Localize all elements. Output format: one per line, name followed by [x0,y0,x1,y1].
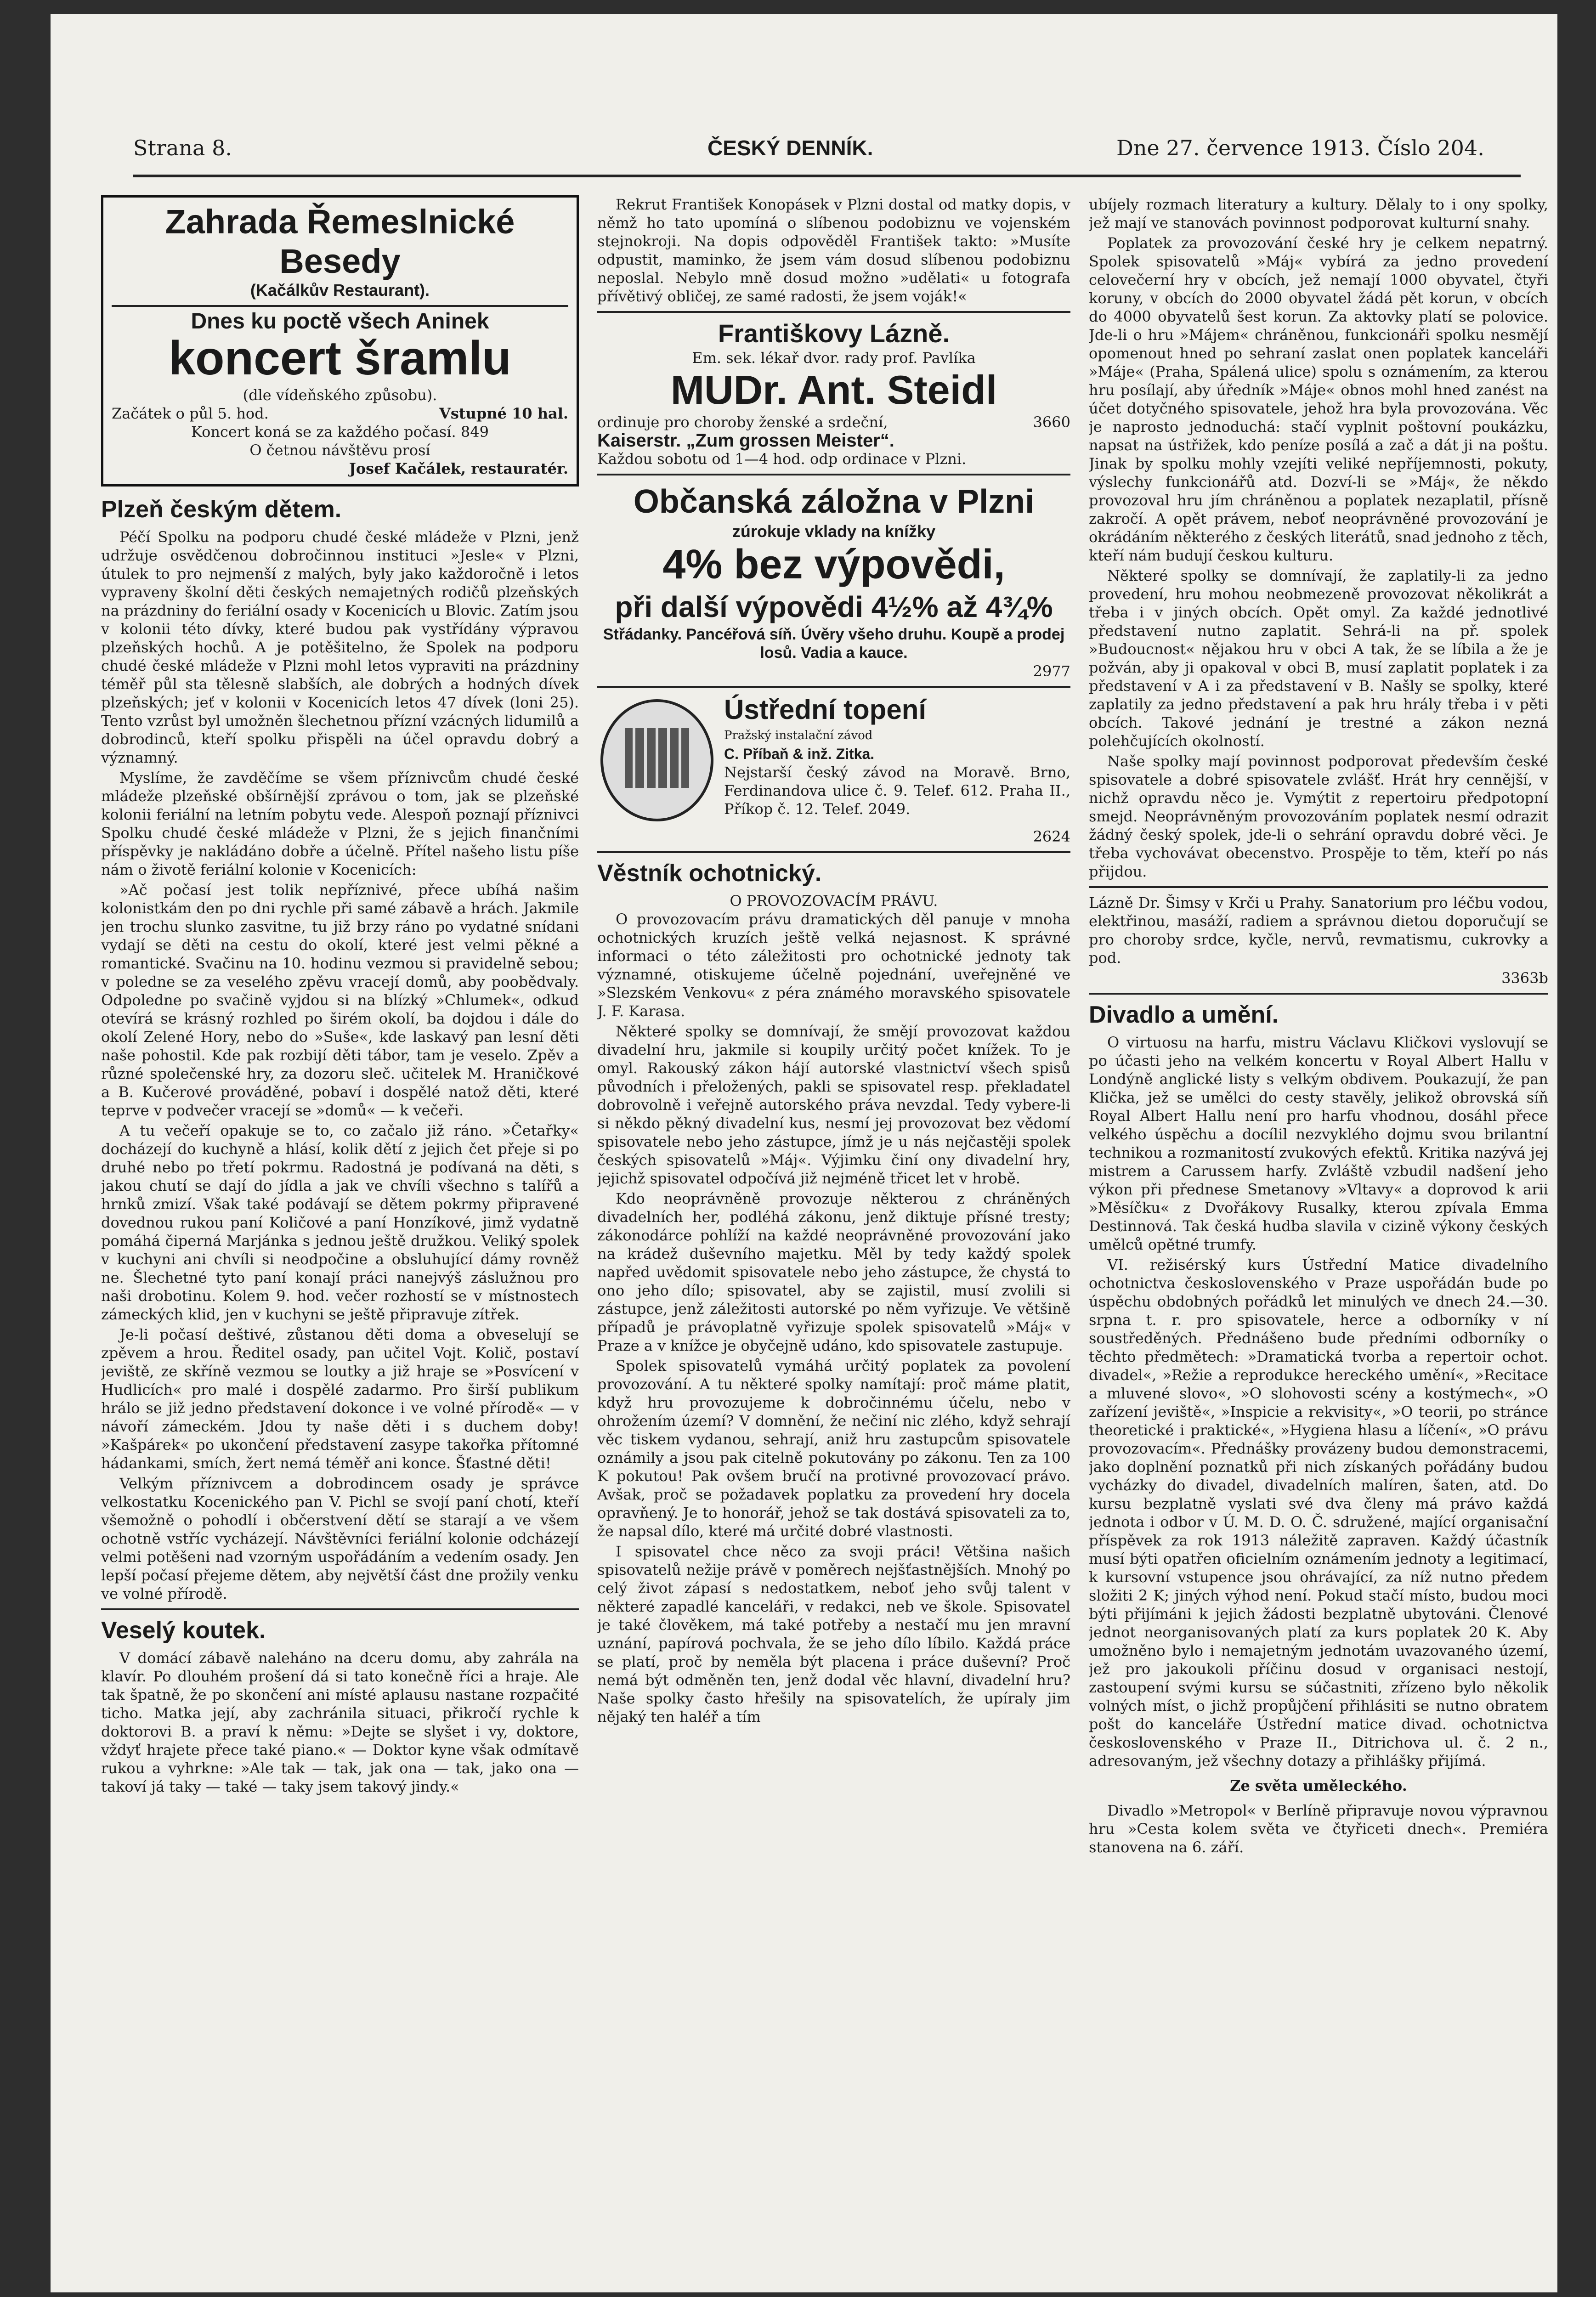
paragraph: VI. režisérský kurs Ústřední Matice divadelního ochotnictva československého v Praze uspořádán bude po úspěchu obdobných pořádků let minulých ve dnech 24.—30. srpna t. r. pro spisovatele, herce a odborníky v ní soustředěných. Přednášeno bude předními odborníky o těchto předmětech: »Dramatická tvorba a repertoir ochot. divadel«, »Režie a reprodukce hereckého umění«, »Recitace a mluvené slovo«, »O slohovosti scény a kostýmech«, »O zařízení jeviště«, »Inspicie a rekvisity«, »O teorii, po stránce theoretické i praktické«, »Hygiena hlasu a líčení«, »O právu provozovacím«. Přednášky provázeny budou demonstracemi, jako doplnění poznatků při nich získaných pořádány budou vycházky do divadel, divadelních malíren, šaten, atd. Do kursu bezplatně vyslati své dva členy má právo každá jednota i odbor v Ú. M. D. O. Č. sdružené, mající organisační příspěvek za rok 1913 náležitě zapraven. Každý účastník musí býti opatřen oficielním oznámením jednoty a legitimací, k kursovní vstupence jsou ohrávající, za níž nutno předem složiti 2 K; jiných výhod není. Pokud stačí místo, budou moci býti přijímáni k jejich žádosti bezplatně ubytováni. Členové jednot neorganisovaných platí za kurs poplatek 20 K. Aby umožněno bylo i nemajetným jednotám uvazovaného území, jež pro jakoukoli příčinu dosud v organisaci nestojí, zastoupení svými kursu se súčastniti, zřízeno bylo několik volných míst, o jichž propůjčení přihlásiti se nutno obratem pošt do kanceláře Ústřední matice divad. ochotnictva československého v Praze II., Ditrichova ul. č. 2 n., adresovaným, jež všechny dotazy a přihlášky přijímá. [1089,1256,1548,1770]
ad-row [112,404,568,423]
divider [101,1608,579,1610]
masthead: ČESKÝ DENNÍK. [707,136,873,160]
paragraph: V domácí zábavě naleháno na dceru domu, aby zahrála na klavír. Po dlouhém prošení dá si tato konečně říci a hraje. Ale tak špatně, že po skončení ani místé aplausu nastane rozpačité ticho. Matka její, aby zachránila situaci, přikročí rychle k doktorovi B. a praví k němu: »Dejte se slyšet i vy, doktore, vždyť hrajete přece také piano.« — Doktor kyne však odmítavě rukou a vyhrkne: »Ale tak — tak, jak ona — tak, jako ona — takoví já taky — také — taky jsem takový jindy.« [101,1649,579,1795]
divider [112,305,568,307]
page-number: Strana 8. [133,136,232,160]
newspaper-page [51,14,1557,2292]
column-3 [1089,195,1548,2249]
paragraph: A tu večeří opakuje se to, co začalo již ráno. »Četařky« docházejí do kuchyně a hlásí, kolik dětí z jejich čet přeje si po druhé nebo po třetí pokrmu. Radostná je podívaná na děti, s jakou chutí se dají do jídla a jak ve chvíli všechno s talířů a hrnků zmizí. Však také podávají se dětem pokrmy připravené dovednou rukou paní Količové a paní Honzíkové, jimž vydatně pomáhá čiperná Marjánka s jednou ještě družkou. Veliký spolek v kuchyni ani chvíli si neodpočine a obsluhující dámy rovněž ne. Šlechetné tyto paní konají práci nanejvýš záslužnou pro naši drobotinu. Kolem 9. hod. večer rozhostí se v místnostech zámeckých klid, jen v kuchyni se ještě připravuje zítřek. [101,1122,579,1323]
ad-entry: Vstupné 10 hal. [439,405,568,422]
ad-bank-title: Občanská záložna v Plzni [633,483,1035,520]
ad-firm: C. Příbaň & inž. Zitka. [724,746,875,762]
divider [597,311,1070,313]
ad-hours: Každou sobotu od 1—4 hod. odp ordinace v Plzni. [597,450,967,468]
paragraph: Kdo neoprávněně provozuje některou z chráněných divadelních her, podléhá zákonu, jenž diktuje přísné tresty; zákonodárce pohlíží na každé neoprávněné provozování jako na krádež duševního majetku. Měl by tedy každý spolek napřed uvědomit spisovatele nebo jeho zástupce, že chystá to ono jeho dílo; spisovatel, aby se zajistil, musí zvolili si zástupce, jenž záležitosti autorské po něm vyřizuje. Ve většině případů je právoplatně vyřizuje spolek spisovatelů »Máj« v Praze a v knížce je obyčejně udáno, kdo spisovatele zastupuje. [597,1190,1070,1354]
ad-line: zúrokuje vklady na knížky [732,522,936,541]
paragraph: Poplatek za provozování české hry je celkem nepatrný. Spolek spisovatelů »Máj« vybírá za jedno provedení celovečerní hry v obcích, jež nemají 1000 obyvatel, čtyři koruny, v obcích do 2000 obyvatel žádá pět korun, v obcích do 4000 obyvatelů šest korun. Za aktovky platí se polovice. Jde-li o hru »Májem« chráněnou, funkcionáři spolku nesmějí opomenout hned po sehraní zaslat onen poplatek kanceláři »Máje« (Praha, Spálená ulice) spolu s oznámením, za kterou hru posílají, aby úředník »Máje« obnos mohl hned zanést na účet dotyčného spisovatele, jehož hra byla provozována. Věc je naprosto jednoduchá: stačí vyplnit poštovní poukázku, napsat na ústřižek, kdo peníze posílá a zač a dát ji na poštu. Jinak by spolku mohly vzejíti veliké nepříjemnosti, pokuty, výslechy funkcionářů atd. Dozví-li se »Máj«, že někdo provozoval hru jím chráněnou a poplatek nezaplatil, přísně zakročí. A opět právem, neboť neoprávněné provozování je okrádáním některého z českých literátů, snad jednoho z těch, kteří nám budují českou kulturu. [1089,234,1548,564]
ad-title: Zahrada Řemeslnické Besedy [165,203,515,280]
ad-start: Začátek o půl 5. hod. [112,405,269,422]
ad-num: 2624 [1033,828,1070,845]
column-2 [597,195,1070,2249]
ad-doctor: MUDr. Ant. Steidl [670,367,997,413]
paragraph: Některé spolky se domnívají, že zaplatily-li za jedno provedení, hru mohou neobmezeně provozovat několikrát a třeba i v jiných obcích. Opět omyl. Za každé jednotlivé představení nutno zaplatit. Sehrá-li na př. spolek »Budoucnost« nějakou hru v obci A tak, že se líbila a že je požván, aby ji opakoval v obci B, musí zaplatit poplatek i za představení v A i za představení v B. Našly se spolky, které zaplatily za jedno představení a pak hru hrály třeba i v pěti obcích. Takové jednání je trestné a zákon nezná polehčujících okolností. [1089,567,1548,750]
issue-date: Dne 27. července 1913. Číslo 204. [1116,136,1484,160]
section-subtitle: O PROVOZOVACÍM PRÁVU. [730,892,938,910]
section-title: Veselý koutek. [101,1617,266,1644]
ad-rate2: při další výpovědi 4½% až 4¾% [615,590,1053,623]
divider [1089,993,1548,995]
divider [597,686,1070,688]
divider [597,474,1070,475]
ad-rate: 4% bez výpovědi, [662,542,1005,588]
ad-line: ordinuje pro choroby ženské a srdeční, [597,413,888,431]
paragraph: Naše spolky mají povinnost podporovat především české spisovatele a dobré spisovatele zvlášť. Hrát hry cennější, v nichž opravdu něco je. Vymýtit z repertoiru předpotopní smejd. Neoprávněným provozováním poplatek nesmí odrazit žádný český spolek, jde-li o sehrání opravdu dobré věci. Je třeba vychovávat obecenstvo. Prospěje to těm, kteří po nás přijdou. [1089,752,1548,880]
ad-heating-title: Ústřední topení [724,694,927,725]
ad-invite: O četnou návštěvu prosí [249,441,430,459]
ad-weather: Koncert koná se za každého počasí. [191,423,456,441]
section-title: Plzeň českým dětem. [101,496,342,523]
ad-row [597,413,1070,431]
ad-line: Dnes ku poctě všech Aninek [191,309,489,334]
ad-weather-row [112,423,568,441]
ad-num: 849 [460,423,489,441]
ad-place: Františkovy Lázně. [718,319,950,348]
header-rule [133,175,1521,177]
ad-num: 2977 [1033,662,1070,680]
paragraph: »Ač počasí jest tolik nepříznivé, přece ubíhá našim kolonistkám den po dni rychle při samé zábavě a hrách. Jakmile jen trochu slunko zasvitne, tu již brzy ráno po vydatné snídani vydají se děti na cestu do okolí, které jest velmi pěkné a romantické. Svačinu na 10. hodinu vezmou si pravidelně sebou; v poledne se za veselého zpěvu vracejí domů, aby poobědvaly. Odpoledne po svačině vyjdou si na blízký »Chlumek«, odkud otevírá se krásný rozhled po širém okolí, ba dojdou i dále do okolí Zelené Hory, nebo do »Suše«, kde laskavý pan lesní děti naše pohostil. Kde pak rozbijí děti tábor, tam je veselo. Zpěv a různé společenské hry, za dozoru sleč. učitelek M. Hraničkové a B. Kučerové prováděné, pobaví i dospělé natož děti, které teprve v podvečer vracejí se »domů« — k večeři. [101,881,579,1119]
paragraph: O virtuosu na harfu, mistru Václavu Kličkovi vyslovují se po účasti jeho na velkém koncertu v Royal Albert Hallu v Londýně anglické listy s velkým obdivem. Poukazují, že pan Klička, jež se umělci do cesty stavěly, jelikož obrovská síň Royal Albert Hallu není pro harfu vhodnou, dosáhl přece velkého úspěchu a docílil nezvyklého dojmu svou brilantní technikou a rozmanitostí zvukových efektů. Kritika nazývá jej mistrem a Carussem harfy. Zvláště vzbudil nadšení jeho výkon při přednese Smetanovy »Vltavy« a doprovod k arii »Měsíčku« z Dvořákovy Rusalky, kterou zpívala Emma Destinnová. Tak česká hudba slavila v cizině výkony českých umělců opětné trumfy. [1089,1034,1548,1253]
paragraph: O provozovacím právu dramatických děl panuje v mnoha ochotnických kruzích ještě velká nejasnost. K správné informaci o této záležitosti pro ochotnické jednoty tak významné, otiskujeme účelně pojednání, uveřejněné ve »Slezském Venkovu« z péra známého moravského spisovatele J. F. Karasa. [597,911,1070,1020]
paragraph: Péčí Spolku na podporu chudé české mládeže v Plzni, jenž udržuje osvědčenou dobročinnou instituci »Jesle« v Plzni, útulek to pro nejmenší z malých, byly jako každoročně i letos vypraveny školní děti českých nemajetných rodičů plzeňských na prázdniny do feriální osady v Kocenicích u Blovic. Zatím jsou v kolonii této dívky, které budou pak vystřídány výpravou plzeňských hochů. A je potěšitelno, že Spolek na podporu chudé české mládeže v Plzni mohl letos vypraviti na prázdniny téměř půl sta tělesně slabších, ale dobrých a hodných dívek plzeňských; jeť v kolonii v Kocenicích letos 47 dívek (loni 25). Tento vzrůst byl umožněn šlechetnou přízní vzácných lidumilů a dobrodinců, kteří spolku přispěli na účel opravdu dobrý a významný. [101,528,579,766]
ad-num: 3660 [1033,413,1070,431]
paragraph: Spolek spisovatelů vymáhá určitý poplatek za povolení provozování. A tu některé spolky namítají: proč máme platit, když hru provozujeme k dobročinnému účelu, nebo v ohrožením území? V domnění, že nečiní nic zlého, když sehrají věc tiskem vydanou, sehrají, aniž hru zastupcům spisovatele oznámily a jsou pak citelně pokutovány po zákonu. Ten za 100 K pokutou! Pak ovšem bručí na protivné provozovací právo. Avšak, proč se požadavek poplatku za provedení hry docela opravňený. Je to honorář, jehož se tak dostává spisovateli za to, že napsal dílo, které má určité dobré vlastnosti. [597,1357,1070,1540]
ad-num: 3363b [1501,969,1548,987]
paragraph: Myslíme, že zavděčíme se všem příznivcům chudé české mládeže plzeňské obšírnější zprávou o tom, jak se plzeňské kolonii feriální na letním pobytu vede. Alespoň poznají příznivci Spolku chudé české mládeže v Plzni, že s jejich finančními příspěvky je nakládáno dobře a účelně. Přítel našeho listu píše nám o životě feriální kolonie v Kocenicích: [101,769,579,878]
section-title: Věstník ochotnický. [597,860,822,887]
section-title: Divadlo a umění. [1089,1001,1279,1028]
paragraph: Některé spolky se domnívají, že smějí provozovat každou divadelní hru, jakmile si koupily určitý počet knížek. To je omyl. Rakouský zákon hájí autorské vlastnictví všech spisů původních i přeložených, pakli se spisovatel resp. překladatel dobrovolně i veřejně autorského práva nevzdal. Tedy vybere-li si někdo pěkný divadelní kus, nesmí jej provozovat bez vědomí spisovatele nebo jeho zástupce, jímž je u nás nejčastěji spolek českých spisovatelů »Máj«. Výjimku činí ony divadelní hry, jejichž spisovatel odpočívá již nejméně třicet let v hrobě. [597,1023,1070,1187]
ad-concert: koncert šramlu [169,332,511,385]
ad-manner: (dle vídeňského způsobu). [243,386,437,404]
divider [1089,886,1548,888]
divider [597,851,1070,853]
radiator-icon [597,696,717,825]
ad-line: Em. sek. lékař dvor. rady prof. Pavlíka [692,349,976,367]
paragraph: Rekrut František Konopásek v Plzni dostal od matky dopis, v němž ho tato upomíná o slíbenou podobiznu ve vojenském stejnokroji. Na dopis odpověděl František takto: »Musíte odpustit, maminko, že jsem vám dosud slíbenou podobiznu neposlal. Nebylo mně dosud možno »udělati« u fotografa přívětivý obličej, ze samé radosti, že jsem voják!« [597,196,1070,305]
paragraph: Je-li počasí deštivé, zůstanou děti doma a obveselují se zpěvem a hrou. Ředitel osady, pan učitel Vojt. Količ, postaví jeviště, ze skříně vezmou se loutky a již hraje se »Posvícení v Hudlicích« pro malé i dospělé zadarmo. Pro širší publikum hrálo se již jedno představení dokonce i ve volné přírodě« — v návoří zámeckém. Jdou ty naše děti i s duchem doby! »Kašpárek« po ukončení představení zasype takořka přítomné hádankami, smích, žert nemá téměř ani konce. Šťastné děti! [101,1326,579,1472]
ad-line: Pražský instalační závod [724,729,873,742]
paragraph: I spisovatel chce něco za svoji práci! Většina našich spisovatelů nežije právě v poměrech nejšťastnějších. Mnohý po celý život zápasí s nedostatkem, neboť jeho svůj talent v některé zapadlé kanceláři, v redakci, neb ve škole. Spisovatel je také člověkem, má také potřeby a nestačí mu jen mravní uznání, papírová pochvala, že se jeho dílo líbilo. Každá práce se platí, proč by neměla být placena i práce duševní? Proč nemá být odměněn ten, jenž dodal věc hlavní, divadelní hru? Naše spolky často hřešily na spisovatelích, že upíraly jim nějaký ten haléř a tím [597,1543,1070,1726]
subsection-title: Ze světa uměleckého. [1230,1777,1407,1794]
ad-subtitle: (Kačálkův Restaurant). [250,281,430,300]
paragraph: ubíjely rozmach literatury a kultury. Dělaly to i ony spolky, jež mají ve stanovách povinnost podporovat kulturní snahy. [1089,196,1548,232]
ad-address: Kaiserstr. „Zum grossen Meister“. [597,430,894,451]
ad-text: Nejstarší český závod na Moravě. Brno, Ferdinandova ulice č. 9. Telef. 612. Praha II., Příkop č. 12. Telef. 2049. [724,764,1070,818]
ad-services: Střádanky. Pancéřová síň. Úvěry všeho druhu. Koupě a prodej losů. Vadia a kauce. [603,626,1065,662]
paragraph: Divadlo »Metropol« v Berlíně připravuje novou výpravnou hru »Cesta kolem světa ve čtyřiceti dnech«. Premiéra stanovena na 6. září. [1089,1802,1548,1856]
ad-owner: Josef Kačálek, restauratér. [349,460,568,477]
ad-zahrada [101,195,579,487]
paragraph: Velkým příznivcem a dobrodincem osady je správce velkostatku Kocenického pan V. Pichl se svojí paní chotí, kteří všemožně o pohodlí i občerstvení dětí se starají a ve všem ochotně vstříc vycházejí. Návštěvníci feriální kolonie odcházejí velmi potěšeni nad vzorným uspořádáním a vedením osady. Jen lepší počasí přejeme dětem, aby největší část dne prožily venku ve volné přírodě. [101,1475,579,1602]
ad-spa: Lázně Dr. Šimsy v Krči u Prahy. Sanatorium pro léčbu vodou, elektřinou, masáží, radiem a správnou dietou doporučují se pro choroby srdce, kyčle, nervů, revmatismu, cukrovky a pod. [1089,894,1548,967]
column-1 [101,195,579,2249]
